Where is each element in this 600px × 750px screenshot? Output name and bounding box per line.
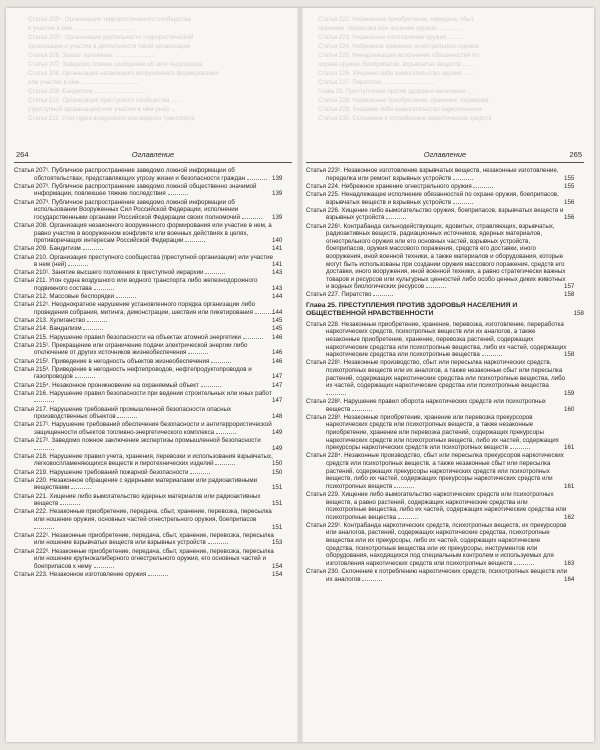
toc-entry: Статья 212. Массовые беспорядки 144 (14, 293, 283, 301)
show-through-line: Статья 210. Организация преступного сообщества ...... (28, 98, 182, 104)
dot-leader (60, 503, 80, 505)
toc-entry: Статья 222. Незаконные приобретение, передача, сбыт, хранение, перевозка, пересылка или ношение оружия, основных частей огнестрельного оружия, боеприпасов 151 (14, 508, 283, 531)
show-through-line: организации и участие в деятельности такой организации (28, 44, 191, 50)
toc-entry-text: Статья 212. Массовые беспорядки (14, 293, 114, 301)
toc-entry-text: Статья 222. Незаконные приобретение, передача, сбыт, хранение, перевозка, пересылка или ношение оружия, основных частей огнестрельного оружия, боеприпасов (14, 508, 272, 523)
toc-entry: Статья 228². Нарушение правил оборота наркотических средств или психотропных веществ 160 (306, 398, 575, 413)
toc-entry-text: Статья 210¹. Занятие высшего положения в преступной иерархии (14, 269, 204, 277)
show-through-line: (преступной организации) или участие в нём (ней) ... (28, 107, 176, 113)
show-through-line: или участие в нём ................................... (28, 80, 140, 86)
toc-entry-text: Статья 228². Нарушение правил оборота наркотических средств или психотропных веществ (306, 398, 546, 413)
dot-leader (34, 448, 54, 450)
toc-entry: Статья 215. Нарушение правил безопасности на объектах атомной энергетики 146 (14, 333, 283, 341)
toc-entry-text: Статья 215. Нарушение правил безопасности на объектах атомной энергетики (14, 333, 241, 341)
dot-leader (473, 186, 493, 188)
page-number: 264 (16, 150, 29, 159)
show-through-line: Статья 227. Пиратство ............................... (318, 80, 435, 86)
toc-entry: Статья 222¹. Незаконные приобретение, передача, сбыт, хранение, перевозка, пересылка или ношение взрывчатых веществ или взрывных устройств 153 (14, 531, 283, 547)
dot-leader (94, 288, 114, 290)
show-through-line: Статья 230. Склонение к потреблению наркотических средств (318, 116, 492, 122)
show-through-line: Статья 222. Незаконные приобретение, передача, сбыт, (318, 17, 475, 23)
show-through-line: Статья 205⁵. Организация деятельности террористической (28, 35, 194, 41)
dot-leader (211, 361, 231, 363)
dot-leader (326, 393, 346, 395)
dot-leader (216, 432, 236, 434)
toc-entry: Статья 223. Незаконное изготовление оружия 154 (14, 570, 283, 578)
toc-entry: Статья 227. Пиратство 158 (306, 291, 575, 299)
toc-entry: Статья 226. Хищение либо вымогательство оружия, боеприпасов, взрывчатых веществ и взрывных устройств 156 (306, 206, 575, 222)
show-through-line: Статья 223. Незаконное изготовление оружия .......... (318, 35, 465, 41)
dot-leader (398, 517, 418, 519)
toc-entry-text: Статья 220. Незаконное обращение с ядерными материалами или радиоактивными веществами (14, 476, 258, 492)
toc-entry: Статья 207¹. Публичное распространение заведомо ложной информации об обстоятельствах, представляющих угрозу жизни и безопасности граждан 139 (14, 167, 283, 182)
dot-leader (34, 527, 54, 529)
toc-entry: Статья 217². Заведомо ложное заключение экспертизы промышленной безопасности 149 (14, 437, 283, 452)
dot-leader (117, 416, 137, 418)
toc-entry: Статья 211. Угон судна воздушного или водного транспорта либо железнодорожного подвижного состава 143 (14, 277, 283, 293)
dot-leader (208, 542, 228, 544)
chapter-title: Глава 25. ПРЕСТУПЛЕНИЯ ПРОТИВ ЗДОРОВЬЯ НАСЕЛЕНИЯ И ОБЩЕСТВЕННОЙ НРАВСТВЕННОСТИ (306, 302, 518, 318)
toc-entry-text: Статья 209. Бандитизм (14, 245, 81, 253)
dot-leader (247, 178, 267, 180)
toc-entry: Статья 225. Ненадлежащее исполнение обязанностей по охране оружия, боеприпасов, взрывчатых веществ и взрывных устройств 156 (306, 190, 575, 206)
toc-entry: Статья 223¹. Незаконное изготовление взрывчатых веществ, незаконные изготовление, переделка или ремонт взрывных устройств 155 (306, 167, 575, 182)
show-through-line: Статья 209. Бандитизм ............................... (28, 89, 147, 95)
dot-leader (362, 579, 382, 581)
toc-entry-text: Статья 208. Организация незаконного вооруженного формирования или участие в нем, а равно участие в вооруженном конфликте или военных действиях в целях, противоречащих интересам Российской Федерации (14, 221, 272, 245)
toc-entry-text: Статья 228³. Незаконные приобретение, хранение или перевозка прекурсоров наркотических средств или психотропных веществ, а также незаконные приобретение, хранение или перевозка растений, содержащих прекурсоры наркотических средств или психотропных веществ, либо их частей, содержащих прекурсоры наркотических средств или психотропных веществ (306, 413, 559, 452)
dot-leader (510, 447, 530, 449)
show-through-line: Статья 228. Незаконные приобретение, хранение, перевозка (318, 98, 489, 104)
page-header (306, 148, 584, 163)
dot-leader (205, 272, 225, 274)
toc-list (306, 167, 584, 299)
toc-entry: Статья 224. Небрежное хранение огнестрельного оружия 155 (306, 182, 575, 190)
toc-entry: Статья 228³. Незаконные приобретение, хранение или перевозка прекурсоров наркотических средств или психотропных веществ, а также незаконные приобретение, хранение или перевозка растений, содержащих прекурсоры наркотических средств или психотропных веществ, либо их частей, содержащих прекурсоры наркотических средств или психотропных веществ 161 (306, 413, 575, 452)
toc-entry-text: Статья 223¹. Незаконное изготовление взрывчатых веществ, незаконные изготовление, переделка или ремонт взрывных устройств (306, 167, 559, 182)
show-through-line: Статья 208. Организация незаконного вооружённого формирования (28, 71, 219, 77)
show-through-line: Статья 211. Угон судна воздушного или водного транспорта (28, 116, 195, 122)
toc-entry: Статья 228⁴. Незаконные производство, сбыт или пересылка прекурсоров наркотических средств или психотропных веществ, а также незаконные сбыт или пересылка растений, содержащих прекурсоры наркотических средств или психотропных веществ, либо их частей, содержащих прекурсоры наркотических средств или психотропных веществ 161 (306, 452, 575, 490)
dot-leader (453, 178, 473, 180)
running-title: Оглавление (131, 150, 175, 159)
toc-entry: Статья 215¹. Прекращение или ограничение подачи электрической энергии либо отключение от других источников жизнеобеспечения 146 (14, 341, 283, 357)
toc-entry: Статья 210. Организация преступного сообщества (преступной организации) или участие в нем (ней) 141 (14, 253, 283, 269)
toc-entry-text: Статья 219. Нарушение требований пожарной безопасности (14, 468, 189, 476)
show-through-line: охране оружия, боеприпасов, взрывчатых веществ ....... (318, 62, 474, 68)
toc-entry: Статья 229¹. Контрабанда наркотических средств, психотропных веществ, их прекурсоров или аналогов, растений, содержащих наркотические средства, психотропные вещества или их прекурсоры, либо их частей, содержащих наркотические средства, психотропные вещества или их прекурсоры, инструментов или оборудования, находящихся под специальным контролем и используемых для изготовления наркотических средств или психотропных веществ 163 (306, 521, 575, 567)
running-title: Оглавление (423, 150, 467, 159)
toc-entry-text: Статья 230. Склонение к потреблению наркотических средств, психотропных веществ или их аналогов (306, 568, 568, 583)
show-through-line: Статья 206. Захват заложника ........................ (28, 53, 155, 59)
right-page (306, 148, 584, 584)
dot-leader (215, 463, 235, 465)
toc-entry-text: Статья 217². Заведомо ложное заключение экспертизы промышленной безопасности (14, 437, 261, 445)
toc-entry-text: Статья 212¹. Неоднократное нарушение установленного порядка организации либо проведения собрания, митинга, демонстрации, шествия или пикетирования (14, 301, 256, 317)
toc-entry-text: Статья 207². Публичное распространение заведомо ложной общественно значимой информации, повлекшее тяжкие последствия (14, 182, 257, 198)
toc-entry: Статья 209. Бандитизм 141 (14, 245, 283, 253)
dot-leader (68, 264, 88, 266)
toc-entry-text: Статья 210. Организация преступного сообщества (преступной организации) или участие в нем (ней) (14, 253, 274, 269)
toc-entry-text: Статья 229. Хищение либо вымогательство наркотических средств или психотропных веществ, а равно растений, содержащих наркотические средства или психотропные вещества, либо их частей, содержащих наркотические средства или психотропные вещества (306, 490, 567, 521)
toc-entry: Статья 221. Хищение либо вымогательство ядерных материалов или радиоактивных веществ 151 (14, 492, 283, 508)
toc-entry: Статья 210¹. Занятие высшего положения в преступной иерархии 143 (14, 269, 283, 277)
toc-entry: Статья 226¹. Контрабанда сильнодействующих, ядовитых, отравляющих, взрывчатых, радиоактивных веществ, радиационных источников, ядерных материалов, огнестрельного оружия или его основных частей, взрывных устройств, боеприпасов, оружия массового поражения, средств его доставки, иного вооружения, иной военной техники, а также материалов и оборудования, которые могут быть использованы при создании оружия массового поражения, средств его доставки, иного вооружения, иной военной техники, а равно стратегически важных товаров и ресурсов или культурных ценностей либо особо ценных диких животных и водных биологических ресурсов 157 (306, 222, 575, 291)
dot-leader (185, 240, 205, 242)
dot-leader (71, 487, 91, 489)
toc-entry-text: Статья 228. Незаконные приобретение, хранение, перевозка, изготовление, переработка наркотических средств, психотропных веществ или их аналогов, а также незаконные приобретение, хранение, перевозка растений, содержащих наркотические средства или психотропные вещества, либо их частей, содержащих наркотические средства или психотропные вещества (306, 320, 567, 359)
show-through-line: Статья 207. Заведомо ложное сообщение об акте терроризма (28, 62, 203, 68)
toc-entry-text: Статья 228⁴. Незаконные производство, сбыт или пересылка прекурсоров наркотических средств или психотропных веществ, а также незаконные сбыт или пересылка растений, содержащих прекурсоры наркотических средств или психотропных веществ, либо их частей, содержащих прекурсоры наркотических средств или психотропных веществ (306, 452, 564, 490)
show-through-line: Статья 205⁴. Организация террористического сообщества (28, 17, 191, 23)
dot-leader (394, 486, 414, 488)
dot-leader (148, 574, 168, 576)
toc-entry-text: Статья 215³. Приведение в негодность нефтепроводов, нефтепродуктопроводов и газопроводов (14, 365, 252, 381)
toc-entry: Статья 215³. Приведение в негодность нефтепроводов, нефтепродуктопроводов и газопроводов 147 (14, 365, 283, 381)
dot-leader (87, 320, 107, 322)
book-gutter (297, 8, 303, 742)
toc-entry-text: Статья 214. Вандализм (14, 325, 82, 333)
dot-leader (188, 352, 208, 354)
toc-entry-text: Статья 221. Хищение либо вымогательство ядерных материалов или радиоактивных веществ (14, 492, 261, 508)
dot-leader (75, 376, 95, 378)
toc-entry-text: Статья 215¹. Прекращение или ограничение подачи электрической энергии либо отключение от других источников жизнеобеспечения (14, 341, 248, 357)
dot-leader (190, 472, 210, 474)
dot-leader (386, 217, 406, 219)
toc-entry-text: Статья 217. Нарушение требований промышленной безопасности опасных производственных объектов (14, 405, 232, 421)
dot-leader (242, 217, 262, 219)
toc-entry-text: Статья 207¹. Публичное распространение заведомо ложной информации об обстоятельствах, представляющих угрозу жизни и безопасности граждан (14, 167, 246, 182)
toc-entry: Статья 215⁴. Незаконное проникновение на охраняемый объект 147 (14, 381, 283, 389)
toc-entry: Статья 215². Приведение в негодность объектов жизнеобеспечения 146 (14, 357, 283, 365)
dot-leader (201, 385, 221, 387)
dot-leader (426, 286, 446, 288)
page-header (14, 148, 292, 163)
toc-entry: Статья 207². Публичное распространение заведомо ложной общественно значимой информации, повлекшее тяжкие последствия 139 (14, 182, 283, 198)
toc-entry: Статья 208. Организация незаконного вооруженного формирования или участие в нем, а равно участие в вооруженном конфликте или военных действиях в целях, противоречащих интересам Российской Федерации 140 (14, 221, 283, 245)
toc-entry: Статья 229. Хищение либо вымогательство наркотических средств или психотропных веществ, а равно растений, содержащих наркотические средства или психотропные вещества, либо их частей, содержащих наркотические средства или психотропные вещества 162 (306, 490, 575, 521)
dot-leader (352, 409, 372, 411)
toc-entry: Статья 220. Незаконное обращение с ядерными материалами или радиоактивными веществами 151 (14, 476, 283, 492)
toc-entry: Статья 228. Незаконные приобретение, хранение, перевозка, изготовление, переработка наркотических средств, психотропных веществ или их аналогов, а также незаконные приобретение, хранение, перевозка растений, содержащих наркотические средства или психотропные вещества, либо их частей, содержащих наркотические средства или психотропные вещества 158 (306, 320, 575, 359)
toc-entry-text: Статья 222¹. Незаконные приобретение, передача, сбыт, хранение, перевозка, пересылка или ношение взрывчатых веществ или взрывных устройств (14, 531, 274, 547)
show-through-line: Статья 224. Небрежное хранение огнестрельного оружия (318, 44, 479, 50)
show-through-left (28, 16, 283, 124)
show-through-right (318, 16, 573, 124)
left-page (14, 148, 292, 579)
toc-entry-text: Статья 228¹. Незаконные производство, сбыт или пересылка наркотических средств, психотропных веществ или их аналогов, а также незаконные сбыт или пересылка растений, содержащих наркотические средства или психотропные вещества, либо их частей, содержащих наркотические средства или психотропные вещества (306, 359, 566, 390)
book-spread (6, 8, 594, 742)
dot-leader (116, 296, 136, 298)
page-number: 265 (569, 150, 582, 159)
dot-leader (168, 193, 188, 195)
dot-leader (514, 563, 534, 565)
toc-list (14, 167, 292, 579)
toc-entry-text: Статья 215⁴. Незаконное проникновение на охраняемый объект (14, 381, 199, 389)
toc-entry: Статья 217. Нарушение требований промышленной безопасности опасных производственных объектов 148 (14, 405, 283, 421)
toc-entry: Статья 219. Нарушение требований пожарной безопасности 150 (14, 468, 283, 476)
toc-entry-text: Статья 217¹. Нарушение требований обеспечения безопасности и антитеррористической защищенности объектов топливно-энергетического комплекса (14, 421, 272, 436)
dot-leader (453, 202, 473, 204)
toc-entry-text: Статья 215². Приведение в негодность объектов жизнеобеспечения (14, 357, 210, 365)
dot-leader (83, 248, 103, 250)
toc-list (306, 321, 584, 583)
toc-entry-text: Статья 229¹. Контрабанда наркотических средств, психотропных веществ, их прекурсоров или аналогов, растений, содержащих наркотические средства, психотропные вещества или их прекурсоры, либо их частей, содержащих наркотические средства, психотропные вещества или их прекурсоры, инструментов или оборудования, находящихся под специальным контролем и используемых для изготовления наркотических средств или психотропных веществ (306, 521, 567, 567)
toc-entry: Статья 214. Вандализм 145 (14, 325, 283, 333)
toc-entry: Статья 217¹. Нарушение требований обеспечения безопасности и антитеррористической защищенности объектов топливно-энергетического комплекса 149 (14, 421, 283, 436)
toc-entry-text: Статья 226. Хищение либо вымогательство оружия, боеприпасов, взрывчатых веществ и взрывных устройств (306, 206, 564, 222)
dot-leader (83, 328, 103, 330)
dot-leader (243, 337, 263, 339)
chapter-page: 158 (573, 310, 584, 318)
toc-entry: Статья 228¹. Незаконные производство, сбыт или пересылка наркотических средств, психотропных веществ или их аналогов, а также незаконные сбыт или пересылка растений, содержащих наркотические средства или психотропные вещества, либо их частей, содержащих наркотические средства или психотропные вещества 159 (306, 359, 575, 397)
toc-entry-text: Статья 226¹. Контрабанда сильнодействующих, ядовитых, отравляющих, взрывчатых, радиоактивных веществ, радиационных источников, ядерных материалов, огнестрельного оружия или его основных частей, взрывных устройств, боеприпасов, оружия массового поражения, средств его доставки, иного вооружения, иной военной техники, а также материалов и оборудования, которые могут быть использованы при создании оружия массового поражения, средств его доставки, иного вооружения, иной военной техники, а равно стратегически важных товаров и ресурсов или культурных ценностей либо особо ценных диких животных и водных биологических ресурсов (306, 222, 566, 291)
dot-leader (482, 354, 502, 356)
toc-entry-text: Статья 207³. Публичное распространение заведомо ложной информации об использовании Вооруженных Сил Российской Федерации, исполнении государственными органами Российской Федерации своих полномочий (14, 198, 240, 221)
show-through-line: Статья 229. Хищение либо вымогательство наркотических (318, 107, 482, 113)
toc-entry: Статья 212¹. Неоднократное нарушение установленного порядка организации либо проведения собрания, митинга, демонстрации, шествия или пикетирования 144 (14, 301, 283, 317)
toc-entry-text: Статья 218. Нарушение правил учета, хранения, перевозки и использования взрывчатых, легковоспламеняющихся веществ и пиротехнических изделий (14, 452, 273, 468)
dot-leader (34, 400, 54, 402)
toc-entry: Статья 222². Незаконные приобретение, передача, сбыт, хранение, перевозка, пересылка или ношение крупнокалиберного огнестрельного оружия, его основных частей и боеприпасов к нему 154 (14, 547, 283, 570)
dot-leader (94, 566, 114, 568)
toc-entry-text: Статья 213. Хулиганство (14, 317, 86, 325)
toc-entry-text: Статья 216. Нарушение правил безопасности при ведении строительных или иных работ (14, 389, 272, 397)
show-through-line: Статья 226. Хищение либо вымогательство оружия ...... (318, 71, 474, 77)
toc-entry: Статья 218. Нарушение правил учета, хранения, перевозки и использования взрывчатых, легковоспламеняющихся веществ и пиротехнических изделий 150 (14, 452, 283, 468)
toc-entry: Статья 216. Нарушение правил безопасности при ведении строительных или иных работ 147 (14, 389, 283, 405)
toc-entry-text: Статья 224. Небрежное хранение огнестрельного оружия (306, 182, 472, 190)
show-through-line: хранение, перевозка или ношение оружия ............... (318, 26, 464, 32)
toc-entry-text: Статья 227. Пиратство (306, 291, 372, 299)
show-through-line: и участие в нём .................................... (28, 26, 134, 32)
show-through-line: Глава 25. Преступления против здоровья населения .... (318, 89, 474, 95)
toc-entry-text: Статья 222². Незаконные приобретение, передача, сбыт, хранение, перевозка, пересылка или ношение крупнокалиберного огнестрельного оружия, его основных частей и боеприпасов к нему (14, 547, 274, 570)
toc-entry: Статья 213. Хулиганство 145 (14, 317, 283, 325)
toc-entry-text: Статья 225. Ненадлежащее исполнение обязанностей по охране оружия, боеприпасов, взрывчатых веществ и взрывных устройств (306, 190, 559, 206)
dot-leader (373, 294, 393, 296)
toc-entry: Статья 207³. Публичное распространение заведомо ложной информации об использовании Вооруженных Сил Российской Федерации, исполнении государственными органами Российской Федерации своих полномочий 139 (14, 198, 283, 221)
chapter-heading (306, 302, 584, 319)
show-through-line: Статья 225. Ненадлежащее исполнение обязанностей по (318, 53, 479, 59)
toc-entry: Статья 230. Склонение к потреблению наркотических средств, психотропных веществ или их аналогов 164 (306, 568, 575, 583)
toc-entry-text: Статья 223. Незаконное изготовление оружия (14, 570, 147, 578)
toc-entry-text: Статья 211. Угон судна воздушного или водного транспорта либо железнодорожного подвижного состава (14, 277, 258, 293)
